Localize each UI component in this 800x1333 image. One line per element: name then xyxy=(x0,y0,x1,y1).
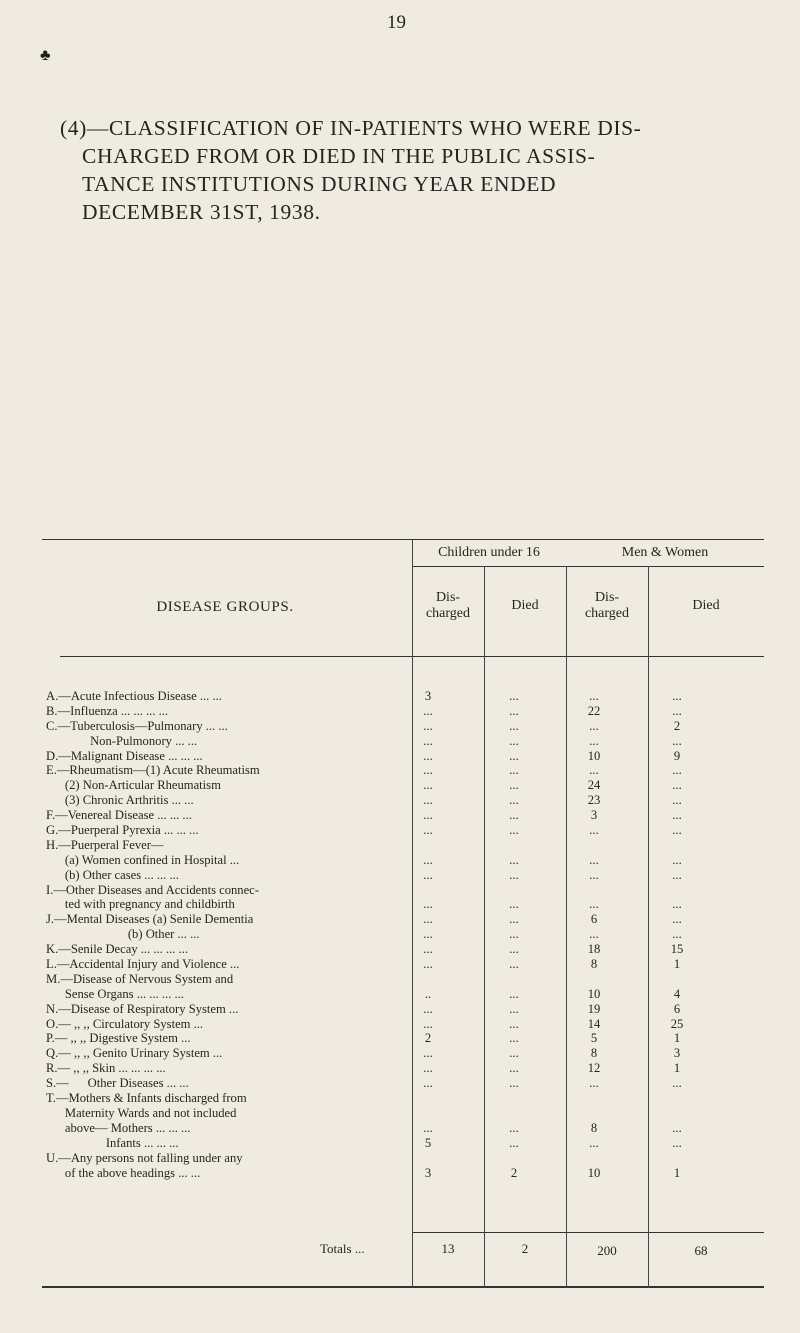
children-died-cell: ... xyxy=(509,748,519,763)
adults-died-cell: ... xyxy=(672,927,682,942)
row-label: N.—Disease of Respiratory System ... xyxy=(46,1001,239,1016)
children-died-cell: ... xyxy=(509,942,519,957)
adults-died-cell: ... xyxy=(672,912,682,927)
adults-died-cell: ... xyxy=(672,897,682,912)
adults-died-cell: ... xyxy=(672,852,682,867)
children-discharged-cell: ... xyxy=(423,1120,433,1135)
totals-children-died: 2 xyxy=(521,1241,529,1256)
row-label: F.—Venereal Disease ... ... ... xyxy=(46,808,192,823)
row-label: Sense Organs ... ... ... ... xyxy=(46,986,184,1001)
children-died-cell: ... xyxy=(509,867,519,882)
adults-died-cell: ... xyxy=(672,703,682,718)
row-label: H.—Puerperal Fever— xyxy=(46,837,164,852)
row-label: Non-Pulmonory ... ... xyxy=(46,733,198,748)
children-died-cell: ... xyxy=(509,718,519,733)
children-discharged-cell: 3 xyxy=(424,1165,432,1180)
children-discharged-cell: 3 xyxy=(424,689,432,703)
children-discharged-cell: ... xyxy=(423,897,433,912)
adults-discharged-cell: ... xyxy=(589,852,599,867)
adults-discharged-cell: 10 xyxy=(587,748,601,763)
adults-discharged-cell: ... xyxy=(589,733,599,748)
adults-died-header: Died xyxy=(692,598,720,613)
children-discharged-cell: ... xyxy=(423,1001,433,1016)
row-label: of the above headings ... ... xyxy=(46,1165,201,1180)
children-discharged-cell: ... xyxy=(423,867,433,882)
table-top-rule xyxy=(42,539,764,540)
row-label: Q.— ,, ,, Genito Urinary System ... xyxy=(46,1046,223,1061)
children-died-cell: ... xyxy=(509,763,519,778)
page-number: 19 xyxy=(387,12,406,33)
children-under-16-header: Children under 16 xyxy=(438,545,540,560)
row-label: U.—Any persons not falling under any xyxy=(46,1150,243,1165)
row-label: E.—Rheumatism—(1) Acute Rheumatism xyxy=(46,763,260,778)
row-label: O.— ,, ,, Circulatory System ... xyxy=(46,1016,204,1031)
adults-discharged-cell: 5 xyxy=(590,1031,598,1046)
children-died-cell: ... xyxy=(509,703,519,718)
children-died-cell: ... xyxy=(509,1061,519,1076)
adults-died-cell: ... xyxy=(672,763,682,778)
children-discharged-cell: ... xyxy=(423,793,433,808)
adults-died-cell: 25 xyxy=(670,1016,684,1031)
adults-died-cell: ... xyxy=(672,823,682,838)
adults-discharged-cell: ... xyxy=(589,897,599,912)
children-died-cell: ... xyxy=(509,897,519,912)
row-label: R.— ,, ,, Skin ... ... ... ... xyxy=(46,1061,166,1076)
row-label: J.—Mental Diseases (a) Senile Dementia xyxy=(46,912,254,927)
children-died-cell: ... xyxy=(509,1046,519,1061)
children-discharged-cell: ... xyxy=(423,823,433,838)
children-discharged-cell: .. xyxy=(424,986,432,1001)
children-discharged-cell: ... xyxy=(423,1076,433,1091)
adults-discharged-cell: 10 xyxy=(587,1165,601,1180)
children-died-cell: ... xyxy=(509,1016,519,1031)
children-died-cell: ... xyxy=(509,778,519,793)
row-label: C.—Tuberculosis—Pulmonary ... ... xyxy=(46,718,228,733)
title-line-4: DECEMBER 31ST, 1938. xyxy=(82,200,321,224)
children-died-cell: ... xyxy=(509,1120,519,1135)
children-discharged-cell: ... xyxy=(423,748,433,763)
title-line-2: CHARGED FROM OR DIED IN THE PUBLIC ASSIS- xyxy=(82,144,596,168)
adults-died-cell: 1 xyxy=(673,957,681,972)
children-died-cell: ... xyxy=(509,912,519,927)
disease-groups-header: DISEASE GROUPS. xyxy=(156,599,294,615)
children-discharged-cell: ... xyxy=(423,808,433,823)
adults-discharged-cell: 23 xyxy=(587,793,601,808)
row-label: P.— ,, ,, Digestive System ... xyxy=(46,1031,191,1046)
ink-mark-icon: ♣ xyxy=(40,47,51,64)
children-discharged-cell: 2 xyxy=(424,1031,432,1046)
row-label: (3) Chronic Arthritis ... ... xyxy=(46,793,194,808)
children-died-cell: ... xyxy=(509,793,519,808)
children-died-cell: ... xyxy=(509,689,519,703)
children-died-cell: ... xyxy=(509,823,519,838)
adults-discharged-cell: 24 xyxy=(587,778,601,793)
children-discharged-cell: ... xyxy=(423,733,433,748)
row-label: L.—Accidental Injury and Violence ... xyxy=(46,957,240,972)
children-discharged-cell: ... xyxy=(423,778,433,793)
row-label: B.—Influenza ... ... ... ... xyxy=(46,703,169,718)
children-died-cell: ... xyxy=(509,1135,519,1150)
adults-died-cell: 4 xyxy=(673,986,681,1001)
totals-top-rule xyxy=(412,1232,764,1233)
children-discharged-cell: ... xyxy=(423,703,433,718)
adults-died-cell: 1 xyxy=(673,1061,681,1076)
row-label: G.—Puerperal Pyrexia ... ... ... xyxy=(46,823,199,838)
row-label: (b) Other cases ... ... ... xyxy=(46,867,179,882)
adults-discharged-cell: ... xyxy=(589,1076,599,1091)
adults-discharged-cell: 12 xyxy=(587,1061,601,1076)
row-label: K.—Senile Decay ... ... ... ... xyxy=(46,942,188,957)
children-died-cell: ... xyxy=(509,1031,519,1046)
children-discharged-cell: ... xyxy=(423,852,433,867)
adults-discharged-cell: ... xyxy=(589,763,599,778)
children-died-header: Died xyxy=(511,598,539,613)
adults-discharged-cell: 19 xyxy=(587,1001,601,1016)
children-discharged-cell: ... xyxy=(423,912,433,927)
adults-died-cell: 15 xyxy=(670,942,684,957)
adults-died-cell: ... xyxy=(672,1120,682,1135)
row-label: (b) Other ... ... xyxy=(46,927,200,942)
children-died-cell: ... xyxy=(509,957,519,972)
children-discharged-cell: ... xyxy=(423,942,433,957)
adults-died-cell: 1 xyxy=(673,1165,681,1180)
children-discharged-cell: ... xyxy=(423,1061,433,1076)
children-discharged-cell: ... xyxy=(423,763,433,778)
totals-adults-died: 68 xyxy=(694,1243,708,1258)
adults-discharged-cell: 14 xyxy=(587,1016,601,1031)
children-died-cell: ... xyxy=(509,1076,519,1091)
children-died-cell: ... xyxy=(509,927,519,942)
adults-died-cell: 2 xyxy=(673,718,681,733)
children-discharged-header: Dis- charged xyxy=(425,590,471,621)
children-discharged-cell: 5 xyxy=(424,1135,432,1150)
adults-died-cell: ... xyxy=(672,793,682,808)
row-label: ted with pregnancy and childbirth xyxy=(46,897,235,912)
adults-discharged-cell: 8 xyxy=(590,1120,598,1135)
row-label: (a) Women confined in Hospital ... xyxy=(46,852,240,867)
title-line-3: TANCE INSTITUTIONS DURING YEAR ENDED xyxy=(82,172,557,196)
table-bottom-rule xyxy=(42,1286,764,1288)
adults-discharged-cell: ... xyxy=(589,867,599,882)
adults-discharged-cell: 22 xyxy=(587,703,601,718)
children-died-cell: ... xyxy=(509,986,519,1001)
adults-died-cell: ... xyxy=(672,689,682,703)
children-died-cell: ... xyxy=(509,852,519,867)
adults-discharged-cell: ... xyxy=(589,718,599,733)
row-label: T.—Mothers & Infants discharged from xyxy=(46,1091,247,1106)
men-women-header: Men & Women xyxy=(621,545,709,560)
row-label: Maternity Wards and not included xyxy=(46,1105,237,1120)
totals-children-discharged: 13 xyxy=(441,1241,455,1256)
row-label: I.—Other Diseases and Accidents connec- xyxy=(46,882,259,897)
children-died-cell: ... xyxy=(509,733,519,748)
adults-died-cell: ... xyxy=(672,1076,682,1091)
title-line-1: (4)—CLASSIFICATION OF IN-PATIENTS WHO WERE DIS- xyxy=(60,116,642,140)
adults-discharged-cell: 10 xyxy=(587,986,601,1001)
adults-discharged-cell: 6 xyxy=(590,912,598,927)
adults-died-cell: ... xyxy=(672,1135,682,1150)
children-discharged-cell: ... xyxy=(423,718,433,733)
row-label: Infants ... ... ... xyxy=(46,1135,179,1150)
children-died-cell: 2 xyxy=(510,1165,518,1180)
adults-discharged-cell: ... xyxy=(589,1135,599,1150)
adults-died-cell: 9 xyxy=(673,748,681,763)
row-label: D.—Malignant Disease ... ... ... xyxy=(46,748,203,763)
children-discharged-cell: ... xyxy=(423,1016,433,1031)
row-label: above— Mothers ... ... ... xyxy=(46,1120,191,1135)
row-label: M.—Disease of Nervous System and xyxy=(46,971,234,986)
row-label: (2) Non-Articular Rheumatism xyxy=(46,778,221,793)
adults-discharged-header: Dis- charged xyxy=(584,590,630,621)
adults-died-cell: 6 xyxy=(673,1001,681,1016)
adults-died-cell: ... xyxy=(672,867,682,882)
adults-discharged-cell: 3 xyxy=(590,808,598,823)
adults-discharged-cell: ... xyxy=(589,689,599,703)
children-discharged-cell: ... xyxy=(423,927,433,942)
totals-adults-discharged: 200 xyxy=(597,1243,617,1258)
row-label: A.—Acute Infectious Disease ... ... xyxy=(46,689,222,703)
children-died-cell: ... xyxy=(509,808,519,823)
adults-discharged-cell: ... xyxy=(589,823,599,838)
children-died-cell: ... xyxy=(509,1001,519,1016)
adults-died-cell: ... xyxy=(672,778,682,793)
adults-died-cell: ... xyxy=(672,733,682,748)
adults-discharged-cell: 18 xyxy=(587,942,601,957)
adults-died-cell: 1 xyxy=(673,1031,681,1046)
adults-discharged-cell: 8 xyxy=(590,1046,598,1061)
children-discharged-cell: ... xyxy=(423,957,433,972)
totals-label: Totals ... xyxy=(320,1241,365,1256)
group-header-rule xyxy=(412,566,764,567)
children-discharged-cell: ... xyxy=(423,1046,433,1061)
row-label: S.— Other Diseases ... ... xyxy=(46,1076,189,1091)
adults-discharged-cell: 8 xyxy=(590,957,598,972)
adults-died-cell: ... xyxy=(672,808,682,823)
adults-discharged-cell: ... xyxy=(589,927,599,942)
page-title xyxy=(60,114,750,226)
adults-died-cell: 3 xyxy=(673,1046,681,1061)
